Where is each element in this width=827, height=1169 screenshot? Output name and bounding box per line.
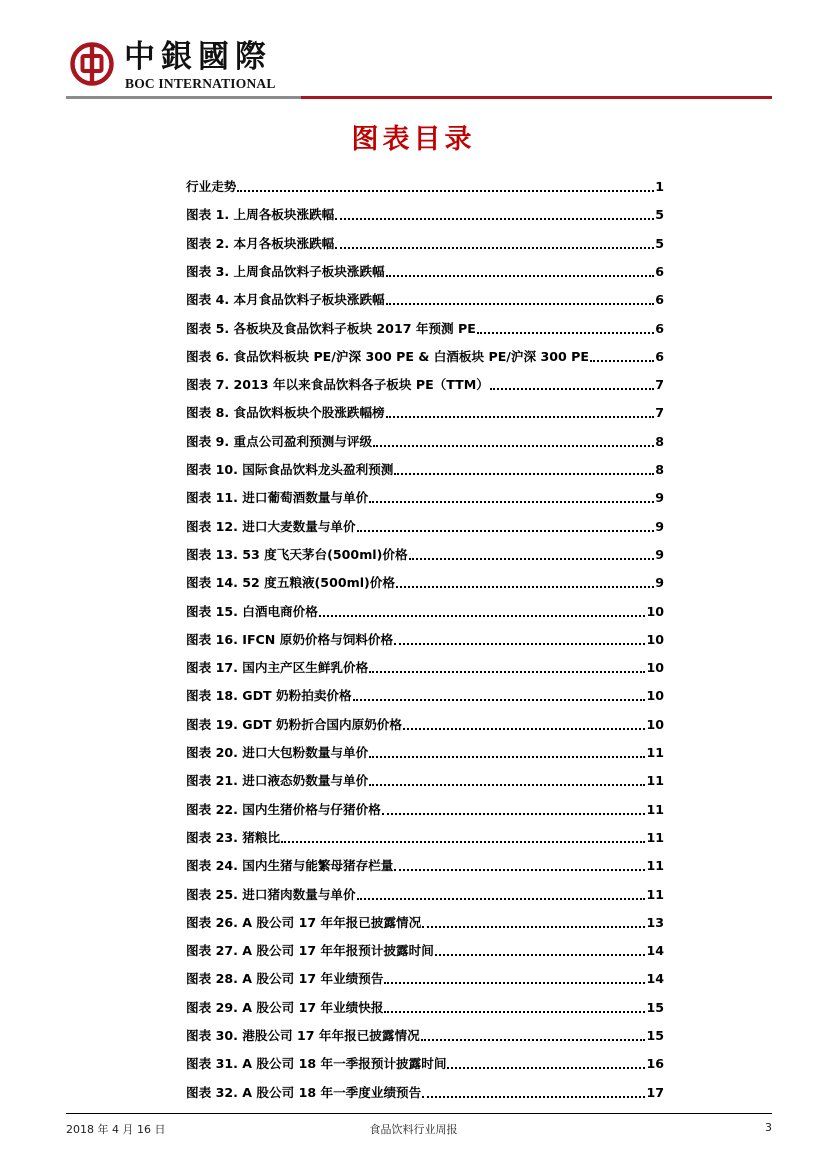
toc-entry-page: 15 xyxy=(646,1028,664,1043)
toc-entry[interactable] xyxy=(186,318,664,338)
toc-dot-leader xyxy=(477,329,654,334)
toc-entry[interactable] xyxy=(186,459,664,479)
toc-entry-page: 9 xyxy=(655,546,664,562)
toc-entry-label: 图表 18. GDT 奶粉拍卖价格 xyxy=(186,688,352,704)
toc-entry[interactable] xyxy=(186,997,664,1017)
toc-dot-leader xyxy=(353,696,646,701)
toc-entry-page: 6 xyxy=(655,348,664,364)
toc-entry[interactable] xyxy=(186,1025,664,1045)
toc-entry-label: 图表 8. 食品饮料板块个股涨跌幅榜 xyxy=(186,405,385,421)
toc-entry-page: 8 xyxy=(655,462,664,477)
toc-entry-page: 10 xyxy=(646,603,664,619)
toc-entry-page: 7 xyxy=(655,405,664,421)
toc-entry-label: 图表 32. A 股公司 18 年一季度业绩预告 xyxy=(186,1084,422,1100)
toc-entry[interactable] xyxy=(186,544,664,564)
toc-entry-page: 11 xyxy=(646,801,664,817)
toc-entry[interactable] xyxy=(186,487,664,507)
toc-entry-page: 11 xyxy=(646,858,664,874)
toc-entry-page: 11 xyxy=(646,745,664,760)
toc-entry-page: 11 xyxy=(646,886,664,902)
toc-dot-leader xyxy=(490,385,654,390)
toc-entry-page: 14 xyxy=(646,943,664,959)
toc-entry-label: 图表 6. 食品饮料板块 PE/沪深 300 PE & 白酒板块 PE/沪深 300 PE xyxy=(186,348,589,364)
toc-entry[interactable] xyxy=(186,940,664,960)
toc-entry-label: 图表 25. 进口猪肉数量与单价 xyxy=(186,886,356,902)
toc-dot-leader xyxy=(382,810,646,815)
toc-entry[interactable] xyxy=(186,572,664,592)
toc-entry-page: 8 xyxy=(655,433,664,449)
toc-dot-leader xyxy=(369,668,645,673)
page-header xyxy=(66,38,772,102)
toc-entry-page: 6 xyxy=(655,292,664,308)
toc-dot-leader xyxy=(386,300,655,305)
toc-dot-leader xyxy=(447,1064,645,1069)
toc-entry[interactable] xyxy=(186,742,664,762)
toc-dot-leader xyxy=(357,895,646,900)
toc-dot-leader xyxy=(590,357,654,362)
toc-entry[interactable] xyxy=(186,402,664,422)
toc-entry-label: 图表 15. 白酒电商价格 xyxy=(186,603,318,619)
toc-dot-leader xyxy=(369,753,645,758)
brand-name-english: BOC INTERNATIONAL xyxy=(125,76,276,91)
toc-entry-label: 图表 27. A 股公司 17 年年报预计披露时间 xyxy=(186,943,434,959)
toc-entry-label: 图表 19. GDT 奶粉折合国内原奶价格 xyxy=(186,716,402,732)
toc-dot-leader xyxy=(386,413,655,418)
toc-entry-page: 11 xyxy=(646,829,664,845)
toc-entry-label: 图表 3. 上周食品饮料子板块涨跌幅 xyxy=(186,263,385,279)
toc-entry[interactable] xyxy=(186,657,664,677)
toc-entry-page: 10 xyxy=(646,631,664,647)
toc-entry[interactable] xyxy=(186,233,664,253)
toc-dot-leader xyxy=(394,866,645,871)
toc-entry-label: 图表 28. A 股公司 17 年业绩预告 xyxy=(186,971,384,987)
toc-entry[interactable] xyxy=(186,346,664,366)
toc-dot-leader xyxy=(396,583,654,588)
header-rule-red xyxy=(301,96,772,99)
toc-entry-label: 图表 7. 2013 年以来食品饮料各子板块 PE（TTM） xyxy=(186,377,489,393)
toc-dot-leader xyxy=(369,781,645,786)
page-title: 图表目录 xyxy=(351,124,476,155)
toc-entry[interactable] xyxy=(186,855,664,875)
toc-entry-page: 10 xyxy=(646,716,664,732)
toc-entry-label: 图表 20. 进口大包粉数量与单价 xyxy=(186,745,369,760)
toc-entry[interactable] xyxy=(186,629,664,649)
toc-entry-page: 6 xyxy=(655,263,664,279)
toc-entry-page: 7 xyxy=(655,377,664,393)
toc-entry[interactable] xyxy=(186,1082,664,1102)
toc-entry-label: 图表 16. IFCN 原奶价格与饲料价格 xyxy=(186,631,394,647)
toc-dot-leader xyxy=(373,442,654,447)
footer-date: 2018 年 4 月 16 日 xyxy=(66,1123,166,1136)
toc-entry-label: 图表 21. 进口液态奶数量与单价 xyxy=(186,773,369,789)
toc-entry-page: 6 xyxy=(655,320,664,336)
toc-entry[interactable] xyxy=(186,261,664,281)
toc-entry-page: 16 xyxy=(646,1056,664,1072)
toc-entry-label: 图表 10. 国际食品饮料龙头盈利预测 xyxy=(186,462,394,477)
toc-entry[interactable] xyxy=(186,204,664,224)
toc-entry-label: 图表 26. A 股公司 17 年年报已披露情况 xyxy=(186,914,422,930)
toc-dot-leader xyxy=(319,612,646,617)
toc-entry-label: 图表 11. 进口葡萄酒数量与单价 xyxy=(186,490,369,506)
toc-entry-label: 图表 23. 猪粮比 xyxy=(186,829,281,845)
toc-entry-label: 图表 30. 港股公司 17 年年报已披露情况 xyxy=(186,1028,420,1043)
toc-entry[interactable] xyxy=(186,884,664,904)
toc-dot-leader xyxy=(369,498,654,503)
toc-dot-leader xyxy=(421,1036,646,1041)
toc-entry-page: 13 xyxy=(646,914,664,930)
toc-entry-page: 9 xyxy=(655,490,664,506)
footer-page-number: 3 xyxy=(765,1121,772,1134)
toc-entry-label: 图表 31. A 股公司 18 年一季报预计披露时间 xyxy=(186,1056,447,1072)
toc-dot-leader xyxy=(281,838,645,843)
toc-entry-page: 5 xyxy=(655,235,664,251)
toc-entry-label: 行业走势 xyxy=(186,179,237,194)
footer-rule xyxy=(66,1113,772,1114)
toc-dot-leader xyxy=(403,725,645,730)
toc-entry-label: 图表 29. A 股公司 17 年业绩快报 xyxy=(186,999,384,1015)
toc-dot-leader xyxy=(394,640,645,645)
toc-entry[interactable] xyxy=(186,374,664,394)
toc-entry-label: 图表 13. 53 度飞天茅台(500ml)价格 xyxy=(186,546,408,562)
toc-entry-page: 1 xyxy=(655,179,664,194)
toc-dot-leader xyxy=(409,555,655,560)
toc-entry[interactable] xyxy=(186,176,664,196)
toc-entry-page: 15 xyxy=(646,999,664,1015)
toc-entry-label: 图表 1. 上周各板块涨跌幅 xyxy=(186,207,335,223)
toc-entry-page: 11 xyxy=(646,773,664,789)
toc-entry-label: 图表 4. 本月食品饮料子板块涨跌幅 xyxy=(186,292,385,308)
toc-entry[interactable] xyxy=(186,770,664,790)
toc-dot-leader xyxy=(422,923,645,928)
toc-entry-page: 14 xyxy=(646,971,664,987)
toc-entry-label: 图表 24. 国内生猪与能繁母猪存栏量 xyxy=(186,858,394,874)
toc-dot-leader xyxy=(435,951,646,956)
toc-entry[interactable] xyxy=(186,601,664,621)
toc-entry[interactable] xyxy=(186,431,664,451)
toc-entry-label: 图表 22. 国内生猪价格与仔猪价格 xyxy=(186,801,381,817)
toc-entry-label: 图表 17. 国内主产区生鲜乳价格 xyxy=(186,660,369,676)
toc-entry[interactable] xyxy=(186,799,664,819)
toc-entry-label: 图表 5. 各板块及食品饮料子板块 2017 年预测 PE xyxy=(186,320,476,336)
toc-entry[interactable] xyxy=(186,827,664,847)
toc-entry-page: 10 xyxy=(646,660,664,676)
toc-dot-leader xyxy=(335,244,654,249)
header-rule-gray xyxy=(66,96,301,99)
toc-dot-leader xyxy=(335,215,654,220)
toc-dot-leader xyxy=(237,187,654,192)
toc-entry[interactable] xyxy=(186,968,664,988)
toc-entry-page: 5 xyxy=(655,207,664,223)
toc-entry-label: 图表 9. 重点公司盈利预测与评级 xyxy=(186,433,373,449)
toc-entry[interactable] xyxy=(186,912,664,932)
toc-entry-label: 图表 12. 进口大麦数量与单价 xyxy=(186,518,356,534)
toc-entry[interactable] xyxy=(186,289,664,309)
toc-dot-leader xyxy=(357,527,655,532)
toc-dot-leader xyxy=(386,272,655,277)
toc-entry-page: 17 xyxy=(646,1084,664,1100)
toc-entry-label: 图表 2. 本月各板块涨跌幅 xyxy=(186,235,335,251)
toc-dot-leader xyxy=(394,470,654,475)
toc-entry[interactable] xyxy=(186,685,664,705)
toc-entry[interactable] xyxy=(186,516,664,536)
toc-entry[interactable] xyxy=(186,1053,664,1073)
footer-report-name: 食品饮料行业周报 xyxy=(369,1123,458,1136)
toc-entry-page: 10 xyxy=(646,688,664,704)
boc-logo-icon xyxy=(70,42,114,86)
toc-entry[interactable] xyxy=(186,714,664,734)
brand-name-chinese: 中銀國際 xyxy=(124,39,272,75)
toc-entry-page: 9 xyxy=(655,518,664,534)
toc-dot-leader xyxy=(384,1008,645,1013)
toc-dot-leader xyxy=(384,979,645,984)
toc-entry-label: 图表 14. 52 度五粮液(500ml)价格 xyxy=(186,575,395,591)
toc-dot-leader xyxy=(422,1093,645,1098)
toc-entry-page: 9 xyxy=(655,575,664,591)
